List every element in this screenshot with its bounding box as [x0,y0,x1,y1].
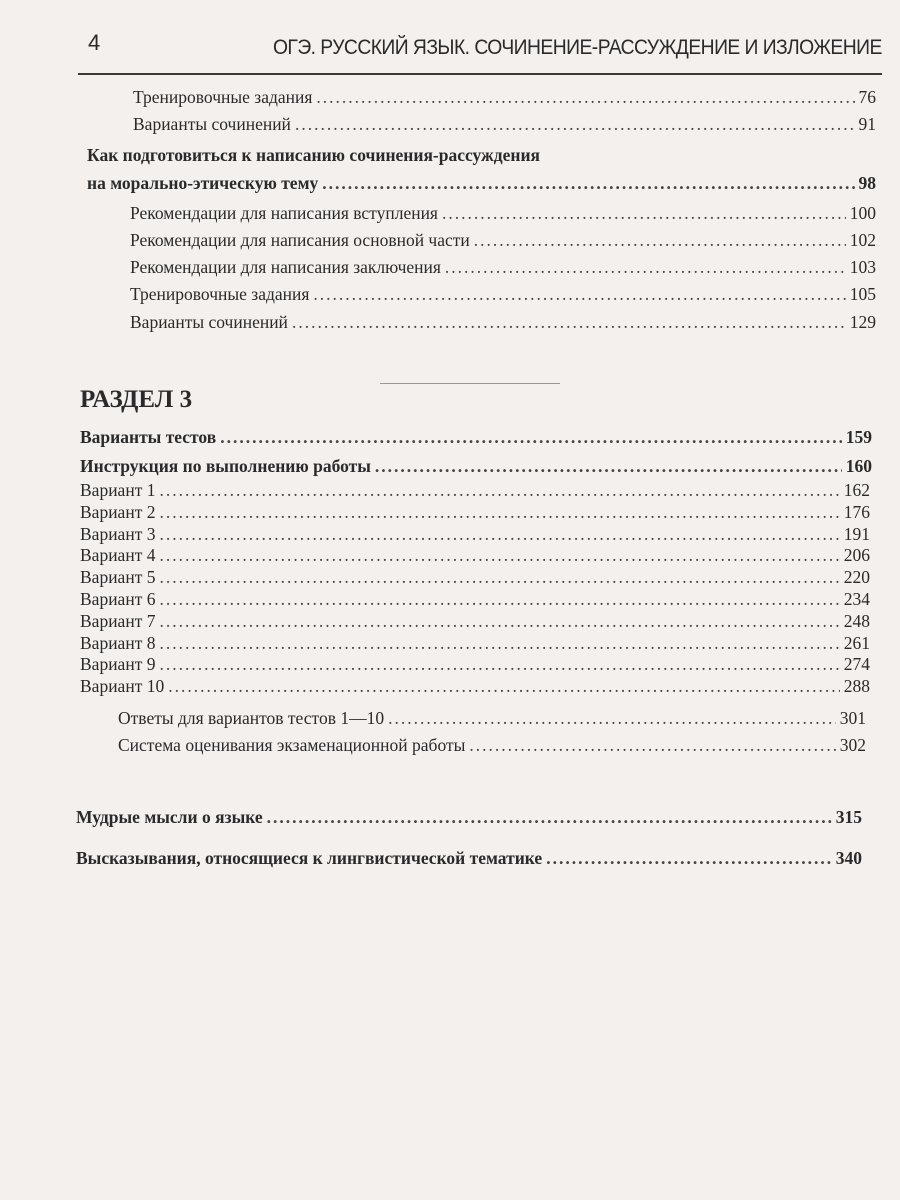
toc-entry-title: Вариант 8 [80,632,156,653]
toc-entry [118,733,866,757]
dot-leader [159,565,839,589]
toc-entry-page: 129 [849,312,876,332]
section-heading: РАЗДЕЛ 3 [80,386,193,413]
toc-entry [130,201,876,225]
dot-leader [168,674,840,698]
toc-entry-page: 206 [843,545,870,566]
toc-entry [133,112,876,136]
toc-entry-page: 159 [845,427,872,447]
toc-entry-title: Вариант 3 [80,523,156,544]
toc-entry-title: Рекомендации для написания вступления [130,203,438,223]
toc-entry-page: 340 [835,848,862,868]
toc-entry-page: 162 [843,480,870,500]
toc-entry-page: 91 [858,114,876,134]
toc-entry-title: Вариант 4 [80,545,156,566]
toc-entry [130,255,876,279]
toc-entry-title: Ответы для вариантов тестов 1—10 [118,708,385,728]
toc-entry-title: Вариант 2 [80,501,156,522]
dot-leader [469,733,835,757]
dot-leader [474,228,846,252]
toc-entry-title: Рекомендации для написания заключения [130,257,441,277]
toc-entry [118,706,866,730]
toc-entry-title: Высказывания, относящиеся к лингвистической тематике [76,848,543,868]
toc-entry-page: 220 [843,567,870,588]
toc-entry-page: 103 [849,257,876,277]
dot-leader [388,706,836,730]
toc-entry [80,543,870,567]
toc-entry [80,500,870,524]
toc-entry [80,674,870,698]
toc-entry-title: Вариант 9 [80,654,156,675]
toc-entry [133,85,876,109]
toc-entry [80,587,870,611]
toc-entry-title: Тренировочные задания [130,284,310,304]
toc-entry-page: 191 [843,523,870,544]
dot-leader [159,478,839,502]
dot-leader [322,171,854,195]
dot-leader [220,425,842,449]
section-divider [380,383,560,384]
toc-entry-page: 261 [843,632,870,653]
toc-entry [87,171,876,195]
dot-leader [159,543,839,567]
dot-leader [316,85,854,109]
toc-entry-page: 302 [839,735,866,755]
toc-entry-page: 76 [858,87,876,107]
toc-entry-title: на морально-этическую тему [87,173,319,193]
toc-entry-title: Система оценивания экзаменационной работы [118,735,466,755]
toc-entry [80,522,870,546]
toc-entry-title: Варианты тестов [80,427,217,447]
toc-entry [80,631,870,655]
toc-entry-page: 315 [835,807,862,827]
toc-entry-title: Инструкция по выполнению работы [80,456,371,476]
dot-leader [159,609,839,633]
toc-entry [80,425,872,449]
toc-entry-page: 274 [843,654,870,675]
dot-leader [159,500,839,524]
toc-entry-title: Вариант 1 [80,480,156,500]
dot-leader [546,846,832,870]
dot-leader [442,201,846,225]
toc-entry-page: 105 [849,284,876,304]
toc-entry-page: 176 [843,501,870,522]
toc-entry-page: 102 [849,230,876,250]
running-header-title: ОГЭ. РУССКИЙ ЯЗЫК. СОЧИНЕНИЕ-РАССУЖДЕНИЕ И ИЗЛОЖЕНИЕ [273,36,882,59]
toc-entry [80,565,870,589]
dot-leader [159,522,839,546]
dot-leader [292,310,846,334]
toc-entry [80,454,872,478]
toc-entry-title: Варианты сочинений [130,312,288,332]
dot-leader [375,454,842,478]
toc-entry [130,282,876,306]
toc-entry-title: Вариант 6 [80,589,156,609]
dot-leader [159,631,839,655]
toc-entry [80,478,870,502]
toc-entry-title: Вариант 5 [80,567,156,588]
toc-entry-title: Вариант 10 [80,676,165,697]
toc-entry [80,652,870,676]
toc-heading-moral-line1: Как подготовиться к написанию сочинения-рассуждения [87,145,541,165]
toc-entry-page: 100 [849,203,876,223]
toc-entry-page: 234 [843,589,870,609]
toc-entry [76,805,862,829]
toc-entry-page: 98 [858,173,876,193]
toc-entry-title: Варианты сочинений [133,114,291,134]
toc-entry-title: Вариант 7 [80,610,156,631]
dot-leader [159,587,839,611]
dot-leader [159,652,839,676]
dot-leader [267,805,832,829]
page-number: 4 [88,30,101,55]
dot-leader [445,255,846,279]
toc-entry-page: 160 [845,456,872,476]
dot-leader [295,112,855,136]
toc-entry-page: 248 [843,610,870,631]
toc-entry [130,228,876,252]
toc-entry-title: Тренировочные задания [133,87,313,107]
toc-entry-page: 288 [843,676,870,697]
toc-entry-title: Рекомендации для написания основной части [130,230,470,250]
toc-entry-page: 301 [839,708,866,728]
toc-entry-title: Мудрые мысли о языке [76,807,263,827]
header-rule [78,73,882,75]
toc-entry [80,609,870,633]
toc-entry [76,846,862,870]
dot-leader [313,282,845,306]
toc-entry [130,310,876,334]
